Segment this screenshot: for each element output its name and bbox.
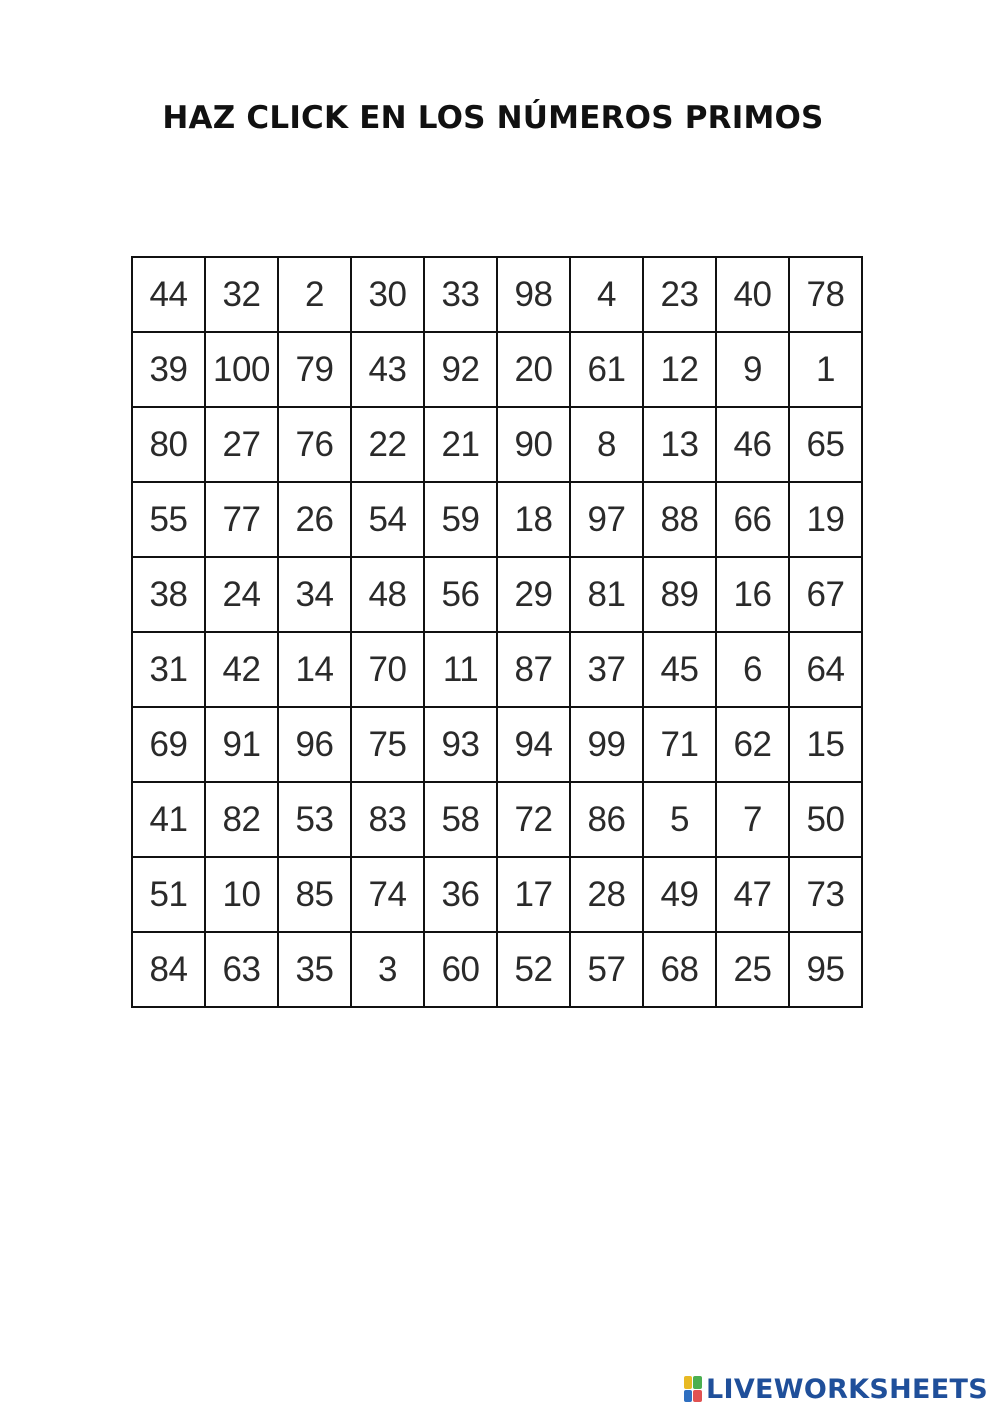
- grid-row: [132, 407, 862, 482]
- number-cell[interactable]: 43: [351, 332, 424, 407]
- number-cell[interactable]: 78: [789, 257, 862, 332]
- number-cell[interactable]: 90: [497, 407, 570, 482]
- number-cell[interactable]: 29: [497, 557, 570, 632]
- number-cell[interactable]: 77: [205, 482, 278, 557]
- number-cell[interactable]: 98: [497, 257, 570, 332]
- number-cell[interactable]: 3: [351, 932, 424, 1007]
- number-cell[interactable]: 91: [205, 707, 278, 782]
- number-cell[interactable]: 30: [351, 257, 424, 332]
- number-cell[interactable]: 34: [278, 557, 351, 632]
- number-cell[interactable]: 25: [716, 932, 789, 1007]
- number-grid: [131, 256, 863, 1008]
- logo-mark-block: [693, 1376, 702, 1389]
- number-cell[interactable]: 21: [424, 407, 497, 482]
- number-cell[interactable]: 79: [278, 332, 351, 407]
- number-cell[interactable]: 7: [716, 782, 789, 857]
- number-cell[interactable]: 39: [132, 332, 205, 407]
- grid-row: [132, 707, 862, 782]
- number-cell[interactable]: 82: [205, 782, 278, 857]
- number-cell[interactable]: 99: [570, 707, 643, 782]
- number-cell[interactable]: 85: [278, 857, 351, 932]
- number-cell[interactable]: 54: [351, 482, 424, 557]
- number-cell[interactable]: 70: [351, 632, 424, 707]
- number-cell[interactable]: 27: [205, 407, 278, 482]
- number-cell[interactable]: 42: [205, 632, 278, 707]
- number-cell[interactable]: 11: [424, 632, 497, 707]
- number-cell[interactable]: 83: [351, 782, 424, 857]
- logo-mark-block: [684, 1390, 693, 1403]
- number-cell[interactable]: 53: [278, 782, 351, 857]
- number-cell[interactable]: 24: [205, 557, 278, 632]
- number-cell[interactable]: 94: [497, 707, 570, 782]
- number-cell[interactable]: 17: [497, 857, 570, 932]
- number-cell[interactable]: 51: [132, 857, 205, 932]
- number-cell[interactable]: 37: [570, 632, 643, 707]
- liveworksheets-logo-icon: [684, 1376, 702, 1402]
- number-cell[interactable]: 10: [205, 857, 278, 932]
- number-cell[interactable]: 67: [789, 557, 862, 632]
- number-cell[interactable]: 22: [351, 407, 424, 482]
- number-cell[interactable]: 32: [205, 257, 278, 332]
- number-cell[interactable]: 26: [278, 482, 351, 557]
- number-cell[interactable]: 63: [205, 932, 278, 1007]
- number-cell[interactable]: 41: [132, 782, 205, 857]
- number-cell[interactable]: 95: [789, 932, 862, 1007]
- number-cell[interactable]: 6: [716, 632, 789, 707]
- number-cell[interactable]: 2: [278, 257, 351, 332]
- number-cell[interactable]: 66: [716, 482, 789, 557]
- number-cell[interactable]: 65: [789, 407, 862, 482]
- number-cell[interactable]: 58: [424, 782, 497, 857]
- number-cell[interactable]: 1: [789, 332, 862, 407]
- number-cell[interactable]: 100: [205, 332, 278, 407]
- number-cell[interactable]: 68: [643, 932, 716, 1007]
- number-cell[interactable]: 4: [570, 257, 643, 332]
- number-cell[interactable]: 81: [570, 557, 643, 632]
- grid-row: [132, 782, 862, 857]
- number-cell[interactable]: 52: [497, 932, 570, 1007]
- number-cell[interactable]: 44: [132, 257, 205, 332]
- number-cell[interactable]: 93: [424, 707, 497, 782]
- number-cell[interactable]: 92: [424, 332, 497, 407]
- number-cell[interactable]: 56: [424, 557, 497, 632]
- number-cell[interactable]: 97: [570, 482, 643, 557]
- number-cell[interactable]: 12: [643, 332, 716, 407]
- number-cell[interactable]: 55: [132, 482, 205, 557]
- number-cell[interactable]: 45: [643, 632, 716, 707]
- number-cell[interactable]: 31: [132, 632, 205, 707]
- number-cell[interactable]: 87: [497, 632, 570, 707]
- number-cell[interactable]: 62: [716, 707, 789, 782]
- number-cell[interactable]: 49: [643, 857, 716, 932]
- number-cell[interactable]: 48: [351, 557, 424, 632]
- number-cell[interactable]: 5: [643, 782, 716, 857]
- number-cell[interactable]: 36: [424, 857, 497, 932]
- number-cell[interactable]: 16: [716, 557, 789, 632]
- number-cell[interactable]: 73: [789, 857, 862, 932]
- number-cell[interactable]: 46: [716, 407, 789, 482]
- number-cell[interactable]: 35: [278, 932, 351, 1007]
- grid-row: [132, 857, 862, 932]
- grid-row: [132, 932, 862, 1007]
- number-cell[interactable]: 57: [570, 932, 643, 1007]
- number-cell[interactable]: 14: [278, 632, 351, 707]
- page-title: HAZ CLICK EN LOS NÚMEROS PRIMOS: [162, 100, 824, 136]
- number-cell[interactable]: 8: [570, 407, 643, 482]
- number-cell[interactable]: 64: [789, 632, 862, 707]
- number-cell[interactable]: 59: [424, 482, 497, 557]
- grid-row: [132, 332, 862, 407]
- number-cell[interactable]: 47: [716, 857, 789, 932]
- number-cell[interactable]: 89: [643, 557, 716, 632]
- number-cell[interactable]: 69: [132, 707, 205, 782]
- number-cell[interactable]: 60: [424, 932, 497, 1007]
- number-cell[interactable]: 23: [643, 257, 716, 332]
- number-cell[interactable]: 80: [132, 407, 205, 482]
- number-cell[interactable]: 86: [570, 782, 643, 857]
- number-cell[interactable]: 18: [497, 482, 570, 557]
- number-cell[interactable]: 84: [132, 932, 205, 1007]
- grid-row: [132, 557, 862, 632]
- number-cell[interactable]: 40: [716, 257, 789, 332]
- grid-row: [132, 482, 862, 557]
- number-cell[interactable]: 74: [351, 857, 424, 932]
- number-cell[interactable]: 19: [789, 482, 862, 557]
- logo-text: LIVEWORKSHEETS: [705, 1373, 988, 1405]
- number-cell[interactable]: 9: [716, 332, 789, 407]
- logo-mark-block: [684, 1376, 693, 1389]
- grid-row: [132, 257, 862, 332]
- number-cell[interactable]: 15: [789, 707, 862, 782]
- number-cell[interactable]: 61: [570, 332, 643, 407]
- number-cell[interactable]: 96: [278, 707, 351, 782]
- number-cell[interactable]: 33: [424, 257, 497, 332]
- grid-row: [132, 632, 862, 707]
- number-cell[interactable]: 50: [789, 782, 862, 857]
- number-cell[interactable]: 38: [132, 557, 205, 632]
- logo-mark-block: [693, 1390, 702, 1403]
- liveworksheets-logo: [684, 1372, 988, 1406]
- number-cell[interactable]: 71: [643, 707, 716, 782]
- number-cell[interactable]: 20: [497, 332, 570, 407]
- number-grid-body: [132, 257, 862, 1007]
- number-cell[interactable]: 72: [497, 782, 570, 857]
- number-cell[interactable]: 76: [278, 407, 351, 482]
- number-cell[interactable]: 13: [643, 407, 716, 482]
- number-cell[interactable]: 28: [570, 857, 643, 932]
- number-cell[interactable]: 88: [643, 482, 716, 557]
- number-cell[interactable]: 75: [351, 707, 424, 782]
